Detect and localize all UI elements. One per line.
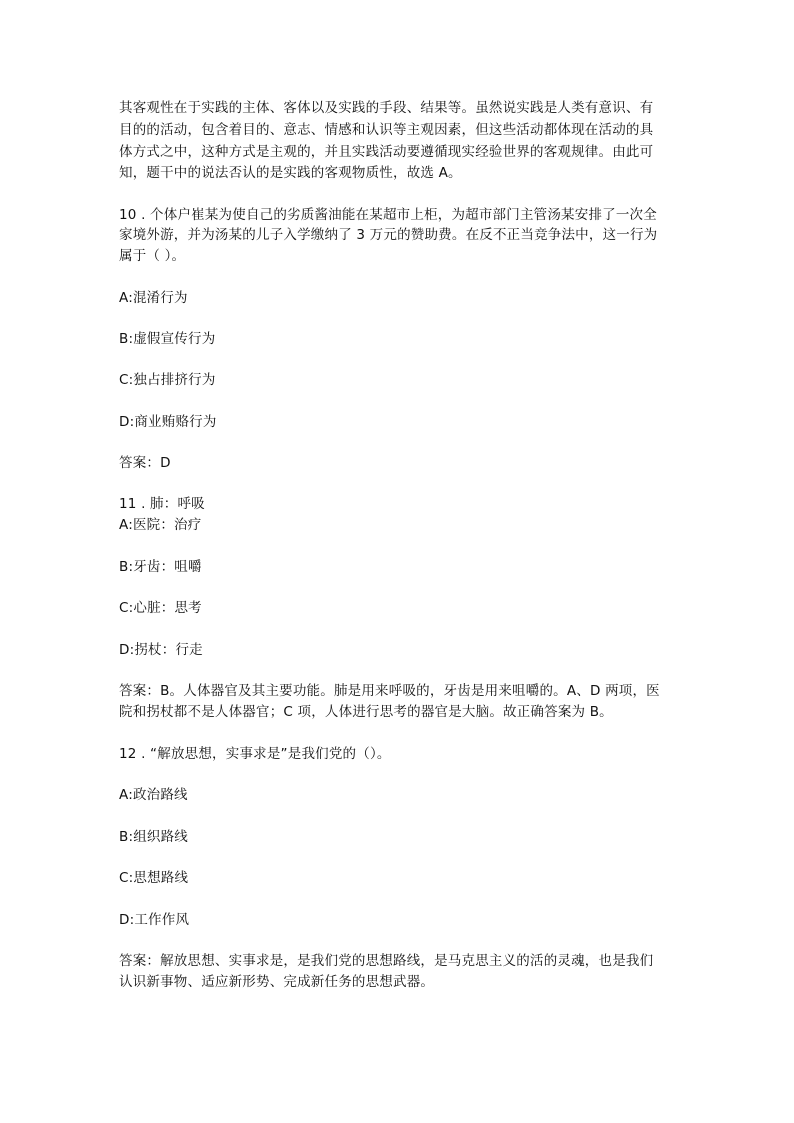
question-stem-line: 10 . 个体户崔某为使自己的劣质酱油能在某超市上柜，为超市部门主管汤某安排了一次全 (119, 207, 657, 223)
question-stem-line: 属于（ ）。 (119, 248, 186, 264)
option-a: A:医院：治疗 (119, 517, 202, 533)
option-c: C:思想路线 (119, 870, 189, 886)
answer-line: 院和拐杖都不是人体器官；C 项，人体进行思考的器官是大脑。故正确答案为 B。 (119, 704, 613, 720)
option-c: C:心脏：思考 (119, 600, 202, 616)
option-b: B:组织路线 (119, 829, 189, 845)
question-stem-line: 家境外游，并为汤某的儿子入学缴纳了 3 万元的赞助费。在反不正当竞争法中，这一行为 (119, 227, 658, 243)
option-b: B:虚假宣传行为 (119, 331, 216, 347)
option-a: A:政治路线 (119, 787, 188, 803)
option-c: C:独占排挤行为 (119, 372, 216, 388)
question-stem-line: 12 . “解放思想，实事求是”是我们党的（）。 (119, 746, 391, 762)
question-stem-line: 11 . 肺：呼吸 (119, 496, 205, 512)
intro-line: 知，题干中的说法否认的是实践的客观物质性，故选 A。 (119, 165, 462, 181)
option-d: D:商业贿赂行为 (119, 414, 217, 430)
answer-line: 答案：D (119, 455, 171, 471)
intro-line: 体方式之中，这种方式是主观的，并且实践活动要遵循现实经验世界的客观规律。由此可 (119, 144, 654, 160)
intro-line: 其客观性在于实践的主体、客体以及实践的手段、结果等。虽然说实践是人类有意识、有 (119, 100, 654, 116)
option-b: B:牙齿：咀嚼 (119, 559, 202, 575)
answer-line: 认识新事物、适应新形势、完成新任务的思想武器。 (119, 974, 435, 990)
option-d: D:工作作风 (119, 912, 190, 928)
option-a: A:混淆行为 (119, 290, 188, 306)
answer-line: 答案：B。人体器官及其主要功能。肺是用来呼吸的，牙齿是用来咀嚼的。A、D 两项，医 (119, 683, 660, 699)
option-d: D:拐杖：行走 (119, 642, 203, 658)
intro-line: 目的的活动，包含着目的、意志、情感和认识等主观因素，但这些活动都体现在活动的具 (119, 122, 654, 138)
answer-line: 答案：解放思想、实事求是，是我们党的思想路线，是马克思主义的活的灵魂，也是我们 (119, 953, 654, 969)
